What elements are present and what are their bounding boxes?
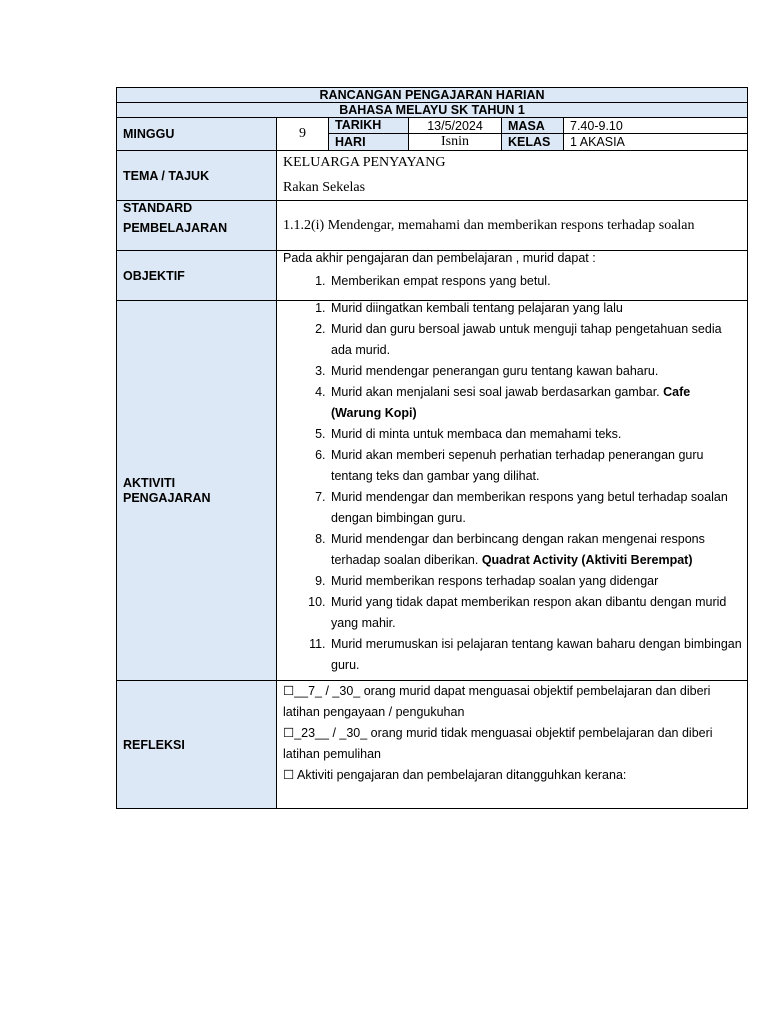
refleksi-content (277, 681, 748, 809)
aktiviti-item (329, 298, 743, 319)
refleksi-line3: ☐ Aktiviti pengajaran dan pembelajaran ditangguhkan kerana: (283, 768, 627, 782)
minggu-label: MINGGU (117, 118, 277, 151)
aktiviti-item-emphasis: Quadrat Activity (Aktiviti Berempat) (481, 553, 693, 567)
refleksi-line2: ☐_23__ / _30_ orang murid tidak menguasai objektif pembelajaran dan diberi latihan pemulihan (283, 726, 713, 761)
aktiviti-item-text: Murid mendengar dan berbincang dengan rakan mengenai respons terhadap soalan diberikan. (331, 532, 705, 567)
document-title: RANCANGAN PENGAJARAN HARIAN (117, 88, 748, 103)
aktiviti-item (329, 361, 743, 382)
lesson-plan-table (116, 87, 748, 809)
objektif-label: OBJEKTIF (117, 251, 277, 301)
aktiviti-list (283, 298, 743, 676)
standard-label-line1: STANDARD (123, 201, 193, 215)
masa-label: MASA (502, 118, 564, 134)
aktiviti-item (329, 634, 743, 676)
aktiviti-item-text: Murid mendengar dan memberikan respons yang betul terhadap soalan dengan bimbingan guru. (331, 490, 728, 525)
aktiviti-item-text: Murid merumuskan isi pelajaran tentang kawan baharu dengan bimbingan guru. (331, 637, 742, 672)
standard-label-line2: PEMBELAJARAN (123, 221, 228, 235)
aktiviti-label (117, 301, 277, 681)
aktiviti-item (329, 571, 743, 592)
hari-value: Isnin (409, 134, 502, 151)
refleksi-label: REFLEKSI (117, 681, 277, 809)
tema-value (277, 151, 748, 201)
aktiviti-item-text: Murid akan memberi sepenuh perhatian terhadap penerangan guru tentang teks dan gambar yang dilihat. (331, 448, 704, 483)
kelas-label: KELAS (502, 134, 564, 151)
aktiviti-item (329, 487, 743, 529)
standard-label (117, 201, 277, 251)
aktiviti-item-text: Murid mendengar penerangan guru tentang kawan baharu. (331, 364, 659, 378)
aktiviti-label-line1: AKTIVITI (123, 475, 176, 490)
kelas-value: 1 AKASIA (564, 134, 748, 151)
tarikh-value: 13/5/2024 (409, 118, 502, 134)
objektif-intro: Pada akhir pengajaran dan pembelajaran , murid dapat : (283, 251, 596, 265)
document-subtitle: BAHASA MELAYU SK TAHUN 1 (117, 103, 748, 118)
objektif-content (277, 251, 748, 301)
aktiviti-item-text: Murid dan guru bersoal jawab untuk menguji tahap pengetahuan sedia ada murid. (331, 322, 722, 357)
aktiviti-item (329, 445, 743, 487)
aktiviti-item-text: Murid memberikan respons terhadap soalan yang didengar (331, 574, 659, 588)
objektif-item: 1. Memberikan empat respons yang betul. (329, 271, 741, 292)
refleksi-line1: ☐__7_ / _30_ orang murid dapat menguasai objektif pembelajaran dan diberi latihan pengayaan / pengukuhan (283, 684, 711, 719)
masa-value: 7.40-9.10 (564, 118, 748, 134)
tema-line1: KELUARGA PENYAYANG (283, 155, 446, 170)
aktiviti-item-text: Murid yang tidak dapat memberikan respon akan dibantu dengan murid yang mahir. (331, 595, 727, 630)
aktiviti-item (329, 529, 743, 571)
tema-line2: Rakan Sekelas (283, 180, 366, 195)
hari-label: HARI (329, 134, 409, 151)
aktiviti-item-text: Murid di minta untuk membaca dan memahami teks. (331, 427, 622, 441)
aktiviti-item (329, 319, 743, 361)
tema-label: TEMA / TAJUK (117, 151, 277, 201)
aktiviti-item (329, 592, 743, 634)
objektif-list (283, 271, 741, 292)
aktiviti-label-line2: PENGAJARAN (123, 490, 211, 505)
minggu-value: 9 (277, 118, 329, 151)
aktiviti-content (277, 301, 748, 681)
aktiviti-item (329, 424, 743, 445)
aktiviti-item-text: Murid akan menjalani sesi soal jawab berdasarkan gambar. (331, 385, 664, 399)
standard-text: 1.1.2(i) Mendengar, memahami dan memberikan respons terhadap soalan (277, 201, 748, 251)
aktiviti-item-emphasis: Cafe (Warung Kopi) (331, 385, 691, 420)
aktiviti-item (329, 382, 743, 424)
tarikh-label: TARIKH (329, 118, 409, 134)
aktiviti-item-text: Murid diingatkan kembali tentang pelajaran yang lalu (331, 301, 623, 315)
